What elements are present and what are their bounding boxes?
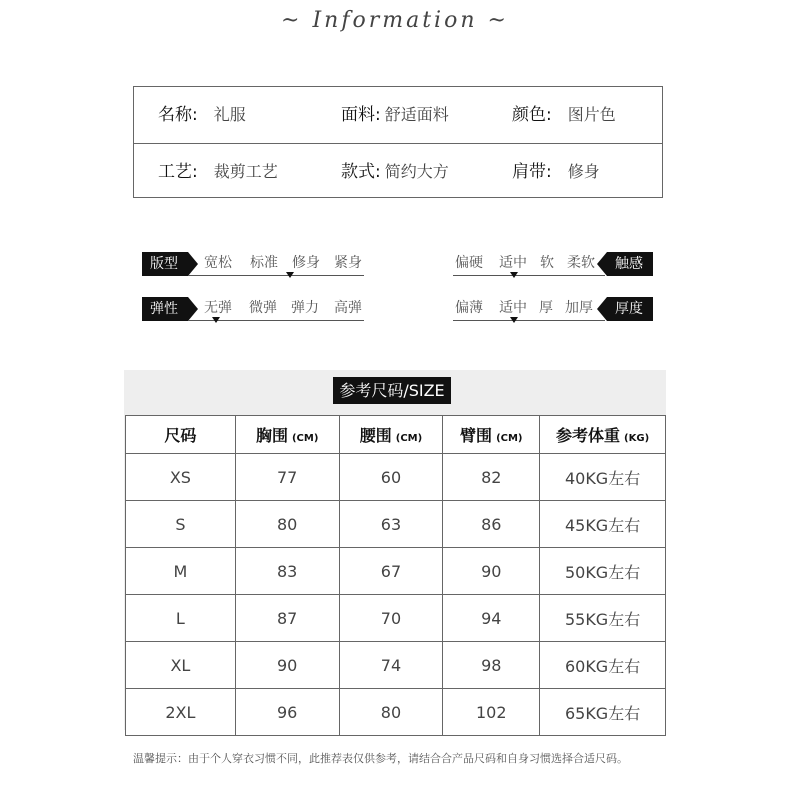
info-key: 颜色: [512,105,552,125]
info-fabric [341,87,449,143]
header-label: 尺码 [164,426,197,445]
cell-weight: 65KG左右 [540,689,666,736]
info-row [134,87,662,143]
fit-label: 版型 [142,252,188,276]
info-strap [512,144,600,200]
cell-chest: 87 [235,595,339,642]
cell-size: M [126,548,236,595]
info-key: 名称: [158,105,198,125]
elasticity-option: 高弹 [334,300,362,316]
fit-option: 紧身 [334,255,362,271]
cell-weight: 50KG左右 [540,548,666,595]
info-value: 简约大方 [384,162,449,181]
fit-option: 标准 [250,255,278,271]
cell-chest: 90 [235,642,339,689]
header-unit: (CM) [496,433,523,444]
touch-option: 柔软 [567,255,595,271]
cell-waist: 67 [339,548,443,595]
thickness-option: 偏薄 [455,300,483,316]
elasticity-option: 弹力 [291,300,319,316]
cell-size: S [126,501,236,548]
thickness-option: 适中 [499,300,527,316]
cell-chest: 83 [235,548,339,595]
elasticity-option: 无弹 [204,300,232,316]
touch-option: 软 [540,255,554,271]
header-label: 胸围 [255,426,288,445]
thickness-option: 厚 [539,300,553,316]
info-color [512,87,616,143]
header-weight [540,416,666,454]
cell-waist: 80 [339,689,443,736]
table-row [126,501,666,548]
cell-arm: 90 [443,548,540,595]
fit-marker-icon [286,272,294,278]
cell-arm: 98 [443,642,540,689]
size-table-header-row [126,416,666,454]
cell-chest: 77 [235,454,339,501]
header-label: 臂围 [460,426,493,445]
info-key: 面料: [341,105,381,125]
header-arm [443,416,540,454]
table-row [126,689,666,736]
header-chest [235,416,339,454]
header-size [126,416,236,454]
cell-waist: 70 [339,595,443,642]
header-label: 参考体重 [556,426,621,445]
cell-size: 2XL [126,689,236,736]
info-value: 裁剪工艺 [213,162,278,181]
cell-size: L [126,595,236,642]
info-key: 款式: [341,162,381,182]
fit-option: 宽松 [204,255,232,271]
size-title: 参考尺码/SIZE [333,377,451,404]
info-value: 舒适面料 [384,105,449,124]
cell-waist: 63 [339,501,443,548]
cell-size: XL [126,642,236,689]
info-value: 礼服 [213,105,246,124]
info-style [341,144,449,200]
header-unit: (KG) [624,433,650,444]
touch-scale-line [453,275,605,276]
touch-label: 触感 [607,252,653,276]
cell-arm: 86 [443,501,540,548]
header-unit: (CM) [291,433,319,444]
elasticity-option: 微弹 [249,300,277,316]
header-label: 腰围 [359,426,392,445]
thickness-marker-icon [510,317,518,323]
cell-arm: 94 [443,595,540,642]
header-unit: (CM) [395,433,423,444]
cell-chest: 96 [235,689,339,736]
info-craft [158,144,278,200]
info-key: 工艺: [158,162,198,182]
table-row [126,642,666,689]
product-info-box [133,86,663,198]
cell-arm: 82 [443,454,540,501]
info-value: 修身 [567,162,600,181]
touch-option: 适中 [499,255,527,271]
fit-scale-line [188,275,364,276]
information-header: ~ Information ~ [281,8,509,33]
cell-waist: 74 [339,642,443,689]
thickness-scale-line [453,320,605,321]
touch-marker-icon [510,272,518,278]
info-name [158,87,246,143]
size-note: 温馨提示：由于个人穿衣习惯不同，此推荐表仅供参考，请结合合产品尺码和自身习惯选择合适尺码。 [133,752,628,765]
touch-option: 偏硬 [455,255,483,271]
thickness-label: 厚度 [607,297,653,321]
cell-weight: 40KG左右 [540,454,666,501]
table-row [126,454,666,501]
touch-scale [453,252,653,278]
cell-weight: 55KG左右 [540,595,666,642]
cell-weight: 60KG左右 [540,642,666,689]
cell-chest: 80 [235,501,339,548]
cell-size: XS [126,454,236,501]
table-row [126,595,666,642]
elasticity-label: 弹性 [142,297,188,321]
info-key: 肩带: [512,162,552,182]
cell-waist: 60 [339,454,443,501]
cell-arm: 102 [443,689,540,736]
fit-option: 修身 [292,255,320,271]
header-waist [339,416,443,454]
cell-weight: 45KG左右 [540,501,666,548]
size-table [125,415,666,736]
thickness-option: 加厚 [565,300,593,316]
thickness-scale [453,297,653,323]
fit-scale [142,252,367,278]
elasticity-scale [142,297,367,323]
info-value: 图片色 [567,105,616,124]
info-row [134,143,662,200]
elasticity-marker-icon [212,317,220,323]
table-row [126,548,666,595]
